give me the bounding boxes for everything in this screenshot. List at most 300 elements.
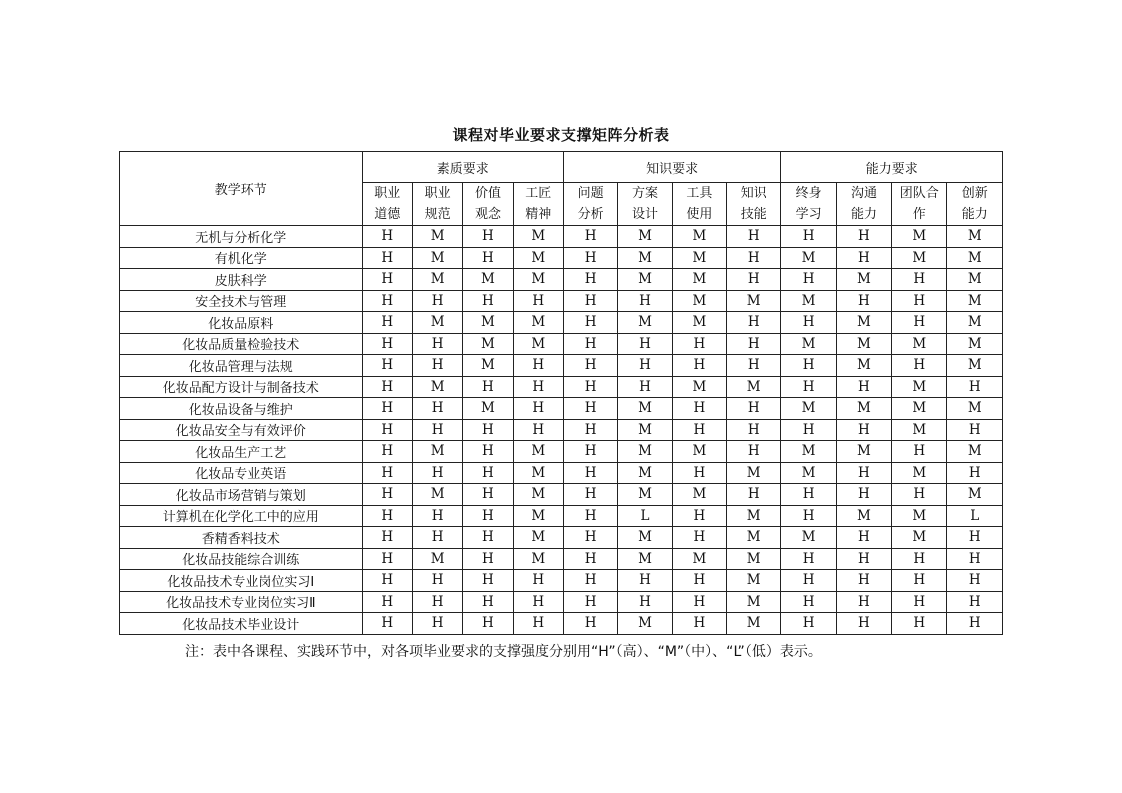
requirement-header-line: 学习: [795, 207, 822, 222]
support-level-cell: M: [781, 247, 836, 269]
requirement-header-line: 职业: [374, 186, 401, 201]
table-row: [120, 376, 1003, 398]
support-level-cell: H: [362, 548, 412, 570]
requirement-header-line: 职业: [424, 186, 451, 201]
support-level-cell: H: [727, 419, 781, 441]
support-level-cell: M: [892, 419, 947, 441]
course-name-cell: 化妆品技能综合训练: [120, 548, 363, 570]
support-level-cell: H: [836, 591, 891, 613]
support-level-cell: M: [672, 484, 726, 506]
requirement-header-line: 分析: [577, 207, 604, 222]
requirement-header-line: 工具: [686, 186, 713, 201]
support-level-cell: M: [513, 441, 563, 463]
course-name-cell: 化妆品生产工艺: [120, 441, 363, 463]
course-name-cell: 无机与分析化学: [120, 226, 363, 248]
support-level-cell: H: [563, 247, 617, 269]
support-level-cell: M: [412, 247, 462, 269]
support-level-cell: H: [672, 505, 726, 527]
support-level-cell: M: [513, 226, 563, 248]
support-level-cell: M: [727, 462, 781, 484]
support-level-cell: H: [727, 355, 781, 377]
course-name-cell: 化妆品设备与维护: [120, 398, 363, 420]
support-level-cell: M: [513, 333, 563, 355]
support-level-cell: M: [727, 570, 781, 592]
support-level-cell: H: [727, 333, 781, 355]
requirement-header-line: 问题: [577, 186, 604, 201]
support-level-cell: H: [892, 441, 947, 463]
support-level-cell: H: [563, 376, 617, 398]
support-level-cell: H: [781, 312, 836, 334]
support-level-cell: M: [672, 441, 726, 463]
requirement-header-line: 沟通: [850, 186, 877, 201]
support-level-cell: H: [412, 333, 462, 355]
support-level-cell: M: [672, 247, 726, 269]
support-level-cell: M: [618, 269, 672, 291]
support-level-cell: M: [781, 290, 836, 312]
support-level-cell: H: [563, 527, 617, 549]
support-level-cell: M: [513, 505, 563, 527]
support-level-cell: H: [727, 441, 781, 463]
support-level-cell: H: [362, 441, 412, 463]
support-level-cell: H: [412, 290, 462, 312]
course-name-cell: 化妆品管理与法规: [120, 355, 363, 377]
support-level-cell: H: [362, 290, 412, 312]
support-level-cell: H: [836, 613, 891, 635]
support-level-cell: M: [781, 527, 836, 549]
support-level-cell: H: [947, 462, 1003, 484]
support-level-cell: M: [463, 269, 513, 291]
support-level-cell: H: [563, 398, 617, 420]
table-row: [120, 247, 1003, 269]
requirement-header-line: 设计: [631, 207, 658, 222]
support-level-cell: M: [947, 484, 1003, 506]
support-level-cell: H: [463, 505, 513, 527]
support-level-cell: H: [672, 462, 726, 484]
support-level-cell: H: [513, 290, 563, 312]
support-level-cell: H: [362, 269, 412, 291]
support-level-cell: H: [362, 484, 412, 506]
requirement-header: [513, 183, 563, 226]
requirement-header-line: 能力: [850, 207, 877, 222]
support-level-cell: H: [618, 570, 672, 592]
support-level-cell: M: [947, 247, 1003, 269]
requirement-header-line: 工匠: [525, 186, 552, 201]
support-level-cell: M: [672, 548, 726, 570]
support-level-cell: M: [727, 527, 781, 549]
table-row: [120, 527, 1003, 549]
course-name-cell: 化妆品市场营销与策划: [120, 484, 363, 506]
document-title: 课程对毕业要求支撑矩阵分析表: [452, 126, 670, 144]
support-level-cell: H: [618, 355, 672, 377]
table-row: [120, 333, 1003, 355]
support-level-cell: H: [781, 226, 836, 248]
table-row: [120, 462, 1003, 484]
support-level-cell: M: [892, 462, 947, 484]
support-level-cell: M: [892, 527, 947, 549]
requirement-header: [672, 183, 726, 226]
support-level-cell: M: [412, 441, 462, 463]
support-level-cell: M: [836, 269, 891, 291]
support-level-cell: H: [892, 484, 947, 506]
support-level-cell: H: [412, 462, 462, 484]
support-level-cell: M: [618, 312, 672, 334]
requirement-header: [836, 183, 891, 226]
requirement-header-line: 知识: [740, 186, 767, 201]
requirement-header-line: 终身: [795, 186, 822, 201]
support-level-cell: H: [781, 355, 836, 377]
support-level-cell: H: [362, 355, 412, 377]
table-row: [120, 613, 1003, 635]
support-level-cell: H: [463, 591, 513, 613]
support-level-cell: H: [412, 570, 462, 592]
support-level-cell: H: [672, 613, 726, 635]
support-level-cell: M: [947, 333, 1003, 355]
support-level-cell: M: [947, 441, 1003, 463]
requirement-header-line: 使用: [686, 207, 713, 222]
support-level-cell: H: [836, 462, 891, 484]
support-level-cell: H: [412, 419, 462, 441]
support-level-cell: H: [513, 419, 563, 441]
support-level-cell: M: [672, 226, 726, 248]
support-level-cell: H: [727, 269, 781, 291]
support-level-cell: M: [412, 484, 462, 506]
requirement-header-line: 方案: [631, 186, 658, 201]
support-level-cell: M: [618, 527, 672, 549]
support-level-cell: M: [781, 398, 836, 420]
support-level-cell: M: [892, 376, 947, 398]
support-level-cell: H: [947, 376, 1003, 398]
support-level-cell: H: [362, 247, 412, 269]
requirement-header-line: 道德: [374, 207, 401, 222]
support-level-cell: M: [892, 247, 947, 269]
support-level-cell: M: [836, 398, 891, 420]
support-level-cell: M: [513, 484, 563, 506]
corner-header: 教学环节: [120, 152, 363, 226]
support-level-cell: H: [362, 333, 412, 355]
support-level-cell: H: [836, 290, 891, 312]
support-level-cell: H: [781, 269, 836, 291]
support-level-cell: H: [563, 333, 617, 355]
table-note: 注：表中各课程、实践环节中，对各项毕业要求的支撑强度分别用“H”（高）、“M”（中）、“L”（低）表示。: [185, 644, 822, 660]
support-level-cell: H: [563, 570, 617, 592]
course-name-cell: 化妆品质量检验技术: [120, 333, 363, 355]
support-level-cell: M: [892, 226, 947, 248]
support-level-cell: H: [836, 419, 891, 441]
support-level-cell: H: [727, 312, 781, 334]
support-level-cell: H: [672, 419, 726, 441]
support-level-cell: M: [513, 462, 563, 484]
support-level-cell: H: [362, 613, 412, 635]
support-level-cell: M: [836, 333, 891, 355]
support-level-cell: H: [781, 484, 836, 506]
group-header: 知识要求: [563, 152, 780, 183]
support-level-cell: M: [412, 312, 462, 334]
support-level-cell: M: [618, 548, 672, 570]
support-level-cell: H: [513, 570, 563, 592]
support-level-cell: M: [727, 290, 781, 312]
support-level-cell: H: [672, 355, 726, 377]
support-level-cell: H: [563, 462, 617, 484]
support-level-cell: H: [947, 570, 1003, 592]
support-level-cell: H: [892, 312, 947, 334]
requirement-header: [362, 183, 412, 226]
support-level-cell: H: [672, 591, 726, 613]
support-level-cell: H: [362, 527, 412, 549]
support-level-cell: H: [463, 548, 513, 570]
support-level-cell: H: [836, 247, 891, 269]
support-level-cell: H: [412, 355, 462, 377]
support-level-cell: H: [412, 505, 462, 527]
support-level-cell: M: [947, 290, 1003, 312]
support-level-cell: H: [781, 613, 836, 635]
support-level-cell: H: [947, 527, 1003, 549]
support-level-cell: H: [463, 484, 513, 506]
support-level-cell: H: [727, 484, 781, 506]
course-name-cell: 香精香料技术: [120, 527, 363, 549]
support-level-cell: M: [513, 269, 563, 291]
course-name-cell: 安全技术与管理: [120, 290, 363, 312]
table-row: [120, 290, 1003, 312]
support-level-cell: M: [836, 505, 891, 527]
course-name-cell: 化妆品技术专业岗位实习Ⅱ: [120, 591, 363, 613]
support-level-cell: H: [947, 548, 1003, 570]
support-level-cell: M: [513, 312, 563, 334]
support-level-cell: H: [892, 591, 947, 613]
requirement-header-line: 规范: [424, 207, 451, 222]
support-level-cell: H: [412, 613, 462, 635]
table-row: [120, 441, 1003, 463]
requirement-header: [412, 183, 462, 226]
requirement-header-line: 观念: [474, 207, 501, 222]
support-level-cell: M: [947, 312, 1003, 334]
table-row: [120, 548, 1003, 570]
support-level-cell: H: [563, 355, 617, 377]
support-level-cell: H: [463, 527, 513, 549]
support-level-cell: M: [463, 312, 513, 334]
support-level-cell: H: [362, 462, 412, 484]
support-level-cell: M: [513, 527, 563, 549]
support-level-cell: M: [727, 376, 781, 398]
support-level-cell: M: [727, 591, 781, 613]
support-level-cell: H: [362, 312, 412, 334]
requirement-header: [618, 183, 672, 226]
support-level-cell: M: [781, 441, 836, 463]
support-level-cell: H: [836, 484, 891, 506]
support-level-cell: M: [618, 419, 672, 441]
support-level-cell: M: [781, 462, 836, 484]
support-level-cell: M: [412, 226, 462, 248]
support-level-cell: M: [672, 312, 726, 334]
course-name-cell: 化妆品配方设计与制备技术: [120, 376, 363, 398]
course-name-cell: 化妆品技术毕业设计: [120, 613, 363, 635]
support-level-cell: H: [672, 333, 726, 355]
requirement-header: [781, 183, 836, 226]
support-level-cell: M: [672, 376, 726, 398]
support-level-cell: H: [618, 333, 672, 355]
course-name-cell: 计算机在化学化工中的应用: [120, 505, 363, 527]
requirement-header-line: 能力: [961, 207, 988, 222]
support-level-cell: H: [412, 527, 462, 549]
support-level-cell: H: [892, 355, 947, 377]
requirement-header-line: 团队合: [899, 186, 939, 201]
support-level-cell: M: [947, 226, 1003, 248]
table-row: [120, 355, 1003, 377]
support-level-cell: H: [563, 226, 617, 248]
support-level-cell: H: [362, 419, 412, 441]
support-level-cell: H: [463, 613, 513, 635]
support-level-cell: H: [563, 290, 617, 312]
support-level-cell: M: [947, 269, 1003, 291]
support-level-cell: H: [727, 226, 781, 248]
support-level-cell: H: [947, 419, 1003, 441]
support-level-cell: H: [892, 290, 947, 312]
support-level-cell: H: [563, 419, 617, 441]
support-level-cell: M: [892, 333, 947, 355]
group-header: 素质要求: [362, 152, 563, 183]
requirement-header: [727, 183, 781, 226]
support-matrix-table: [119, 151, 1003, 635]
table-row: [120, 419, 1003, 441]
requirement-header-line: 价值: [474, 186, 501, 201]
support-level-cell: M: [836, 441, 891, 463]
support-level-cell: H: [563, 613, 617, 635]
support-level-cell: H: [672, 570, 726, 592]
support-level-cell: H: [947, 613, 1003, 635]
support-level-cell: M: [618, 226, 672, 248]
support-level-cell: H: [563, 548, 617, 570]
table-row: [120, 398, 1003, 420]
support-level-cell: M: [618, 247, 672, 269]
course-name-cell: 皮肤科学: [120, 269, 363, 291]
support-level-cell: H: [563, 484, 617, 506]
support-level-cell: H: [463, 376, 513, 398]
support-level-cell: M: [727, 548, 781, 570]
requirement-header: [947, 183, 1003, 226]
group-header: 能力要求: [781, 152, 1003, 183]
support-level-cell: H: [463, 226, 513, 248]
course-name-cell: 化妆品原料: [120, 312, 363, 334]
support-level-cell: H: [781, 419, 836, 441]
requirement-header: [563, 183, 617, 226]
support-level-cell: M: [618, 484, 672, 506]
requirement-header-line: 技能: [740, 207, 767, 222]
requirement-header-line: 精神: [525, 207, 552, 222]
support-level-cell: H: [836, 570, 891, 592]
support-level-cell: H: [412, 398, 462, 420]
support-level-cell: H: [672, 527, 726, 549]
support-level-cell: H: [362, 226, 412, 248]
support-level-cell: M: [781, 333, 836, 355]
support-level-cell: H: [892, 613, 947, 635]
support-level-cell: M: [412, 548, 462, 570]
support-level-cell: H: [836, 548, 891, 570]
support-level-cell: H: [781, 376, 836, 398]
support-level-cell: M: [618, 398, 672, 420]
table-row: [120, 484, 1003, 506]
support-level-cell: H: [513, 376, 563, 398]
support-level-cell: H: [781, 591, 836, 613]
support-level-cell: H: [362, 591, 412, 613]
support-level-cell: M: [672, 269, 726, 291]
requirement-header-line: 创新: [961, 186, 988, 201]
support-level-cell: H: [836, 376, 891, 398]
support-level-cell: H: [513, 355, 563, 377]
support-level-cell: M: [727, 613, 781, 635]
support-level-cell: H: [727, 247, 781, 269]
table-row: [120, 226, 1003, 248]
support-level-cell: M: [892, 505, 947, 527]
support-level-cell: H: [463, 441, 513, 463]
support-level-cell: H: [781, 505, 836, 527]
support-level-cell: M: [412, 376, 462, 398]
support-level-cell: M: [947, 355, 1003, 377]
support-level-cell: M: [618, 441, 672, 463]
support-level-cell: H: [563, 591, 617, 613]
support-level-cell: M: [463, 333, 513, 355]
support-level-cell: H: [892, 269, 947, 291]
support-level-cell: H: [563, 312, 617, 334]
support-level-cell: M: [836, 355, 891, 377]
support-level-cell: H: [563, 505, 617, 527]
support-level-cell: H: [836, 226, 891, 248]
table-row: [120, 312, 1003, 334]
support-level-cell: M: [727, 505, 781, 527]
table-row: [120, 591, 1003, 613]
support-level-cell: M: [836, 312, 891, 334]
support-level-cell: H: [362, 376, 412, 398]
requirement-header: [463, 183, 513, 226]
support-level-cell: L: [947, 505, 1003, 527]
support-level-cell: H: [513, 591, 563, 613]
support-level-cell: H: [463, 462, 513, 484]
support-level-cell: M: [672, 290, 726, 312]
course-name-cell: 化妆品专业英语: [120, 462, 363, 484]
support-level-cell: M: [412, 269, 462, 291]
support-level-cell: H: [463, 290, 513, 312]
support-level-cell: M: [513, 247, 563, 269]
support-level-cell: H: [727, 398, 781, 420]
support-level-cell: H: [362, 398, 412, 420]
support-level-cell: L: [618, 505, 672, 527]
support-level-cell: M: [618, 462, 672, 484]
support-level-cell: M: [618, 613, 672, 635]
support-level-cell: H: [563, 269, 617, 291]
table-row: [120, 269, 1003, 291]
support-level-cell: H: [618, 376, 672, 398]
support-level-cell: H: [412, 591, 462, 613]
course-name-cell: 有机化学: [120, 247, 363, 269]
support-level-cell: H: [563, 441, 617, 463]
table-row: [120, 505, 1003, 527]
support-level-cell: H: [618, 290, 672, 312]
support-level-cell: H: [781, 548, 836, 570]
support-level-cell: H: [362, 505, 412, 527]
support-level-cell: M: [513, 548, 563, 570]
support-level-cell: M: [892, 398, 947, 420]
support-level-cell: H: [947, 591, 1003, 613]
support-level-cell: H: [362, 570, 412, 592]
support-level-cell: H: [463, 570, 513, 592]
support-level-cell: H: [463, 247, 513, 269]
support-level-cell: H: [781, 570, 836, 592]
support-level-cell: H: [892, 548, 947, 570]
course-name-cell: 化妆品安全与有效评价: [120, 419, 363, 441]
support-level-cell: M: [947, 398, 1003, 420]
support-level-cell: H: [513, 398, 563, 420]
requirement-header-line: 作: [912, 207, 926, 222]
support-level-cell: H: [892, 570, 947, 592]
support-level-cell: H: [672, 398, 726, 420]
